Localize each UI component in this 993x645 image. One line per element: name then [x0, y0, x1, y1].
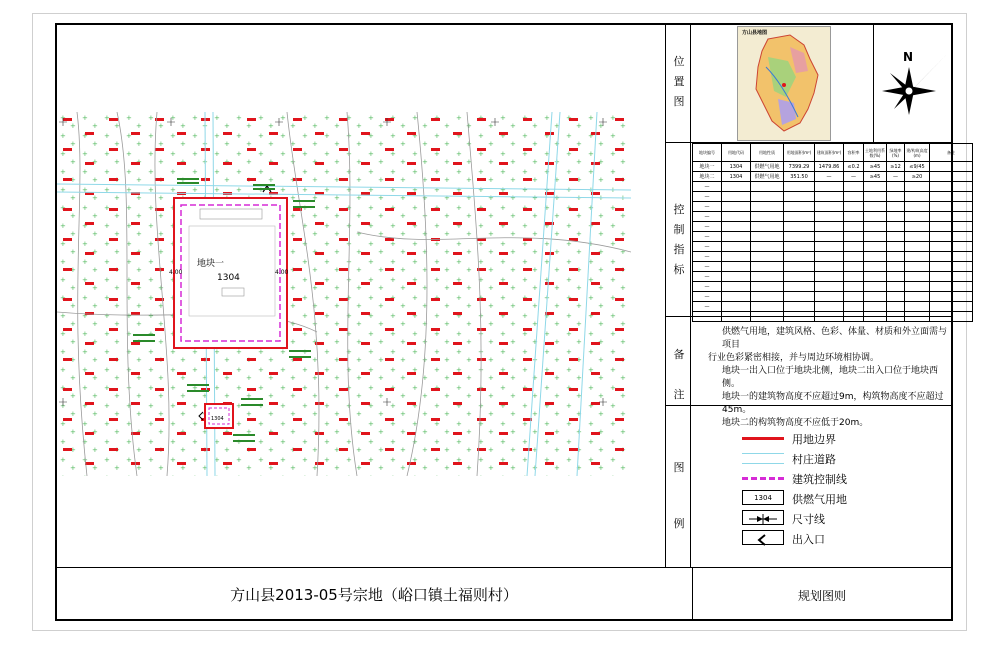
- table-cell: —: [815, 172, 844, 182]
- label-char: 备: [673, 348, 685, 361]
- table-cell: [784, 202, 815, 212]
- land-code-box-icon: 1304: [742, 490, 784, 505]
- table-cell: [930, 202, 973, 212]
- table-cell: [784, 262, 815, 272]
- table-cell: [751, 182, 784, 192]
- table-cell: ≥12: [887, 162, 905, 172]
- table-header-cell: 容积率: [844, 144, 864, 162]
- table-cell: [887, 252, 905, 262]
- table-cell: [751, 312, 784, 322]
- table-cell: [930, 222, 973, 232]
- boundary-line-icon: [742, 437, 784, 440]
- table-empty-row: [693, 212, 973, 222]
- table-cell: [930, 252, 973, 262]
- legend-item-dimension: [742, 508, 942, 528]
- table-cell: —: [693, 302, 722, 312]
- parcel-one-name: 地块一: [197, 259, 225, 269]
- table-cell: [905, 182, 930, 192]
- table-cell: [722, 202, 751, 212]
- table-cell: —: [887, 172, 905, 182]
- remark-line: 地块二的构筑物高度不应低于20m。: [722, 418, 869, 428]
- table-empty-row: [693, 202, 973, 212]
- table-cell: [722, 282, 751, 292]
- dimension-icon: [742, 510, 784, 525]
- table-cell: [887, 312, 905, 322]
- legend-label-text: 用地边界: [792, 433, 836, 446]
- table-empty-row: [693, 262, 973, 272]
- table-cell: [751, 262, 784, 272]
- legend-label-text: 村庄道路: [792, 453, 836, 466]
- table-cell: [815, 192, 844, 202]
- table-cell: [864, 312, 887, 322]
- county-shape-icon: [738, 27, 830, 140]
- table-empty-row: [693, 182, 973, 192]
- table-cell: [887, 292, 905, 302]
- table-cell: —: [693, 232, 722, 242]
- table-cell: 7399.29: [784, 162, 815, 172]
- table-cell: 351.50: [784, 172, 815, 182]
- table-cell: [722, 312, 751, 322]
- table-cell: [864, 232, 887, 242]
- table-cell: [815, 182, 844, 192]
- table-cell: [905, 212, 930, 222]
- table-cell: [930, 272, 973, 282]
- table-cell: [815, 272, 844, 282]
- table-empty-row: [693, 272, 973, 282]
- table-cell: [864, 222, 887, 232]
- table-cell: [905, 292, 930, 302]
- table-cell: [815, 202, 844, 212]
- table-cell: [844, 302, 864, 312]
- control-index-label: [671, 200, 687, 280]
- table-cell: [815, 242, 844, 252]
- table-cell: [844, 182, 864, 192]
- table-header-cell: 用地性质: [751, 144, 784, 162]
- table-cell: [930, 182, 973, 192]
- table-header-cell: 建筑面积(m²): [815, 144, 844, 162]
- setback-right: 4.00: [275, 269, 289, 276]
- table-cell: [864, 292, 887, 302]
- table-cell: [930, 262, 973, 272]
- label-char: 指: [673, 243, 685, 256]
- table-cell: [815, 212, 844, 222]
- table-header-cell: 用地代码: [722, 144, 751, 162]
- table-cell: [864, 252, 887, 262]
- title-block-top-line: [56, 567, 952, 568]
- legend-item-boundary: [742, 428, 942, 448]
- table-cell: [722, 292, 751, 302]
- table-cell: [722, 212, 751, 222]
- table-cell: [905, 302, 930, 312]
- table-cell: [844, 232, 864, 242]
- table-empty-row: [693, 312, 973, 322]
- table-cell: [722, 232, 751, 242]
- legend-item-land-use: [742, 488, 942, 508]
- table-cell: [784, 222, 815, 232]
- road-icon: [742, 453, 784, 464]
- legend-block: [742, 428, 942, 548]
- table-cell: [905, 242, 930, 252]
- table-cell: [784, 282, 815, 292]
- table-cell: [722, 302, 751, 312]
- table-cell: [844, 242, 864, 252]
- table-cell: [844, 272, 864, 282]
- label-char: 标: [673, 263, 685, 276]
- site-plan-canvas: [57, 112, 631, 476]
- table-cell: —: [693, 252, 722, 262]
- table-cell: [905, 252, 930, 262]
- table-cell: [844, 202, 864, 212]
- table-cell: [887, 282, 905, 292]
- table-cell: [784, 232, 815, 242]
- table-cell: [864, 192, 887, 202]
- table-cell: [930, 282, 973, 292]
- remarks-block: [708, 326, 948, 430]
- project-title: 方山县2013-05号宗地（峪口镇土福则村）: [230, 586, 518, 604]
- table-cell: [815, 252, 844, 262]
- table-cell: [784, 302, 815, 312]
- table-cell: [887, 202, 905, 212]
- table-row: [693, 162, 973, 172]
- table-cell: ≤9/45: [905, 162, 930, 172]
- parcel-one-code: 1304: [217, 273, 240, 283]
- label-char: 制: [673, 223, 685, 236]
- table-cell: [722, 182, 751, 192]
- table-cell: [815, 292, 844, 302]
- legend-item-road: [742, 448, 942, 468]
- remark-line: 地块一的建筑物高度不应超过9m，构筑物高度不应超过45m。: [722, 392, 944, 415]
- site-plan-map: [57, 112, 631, 476]
- table-cell: [844, 292, 864, 302]
- table-cell: [864, 202, 887, 212]
- legend-label-text: 出入口: [792, 533, 825, 546]
- table-cell: [930, 192, 973, 202]
- table-empty-row: [693, 252, 973, 262]
- table-empty-row: [693, 192, 973, 202]
- table-cell: [887, 212, 905, 222]
- table-cell: [844, 252, 864, 262]
- table-empty-row: [693, 292, 973, 302]
- table-cell: —: [693, 292, 722, 302]
- remark-label: [671, 335, 687, 415]
- table-cell: [751, 292, 784, 302]
- north-letter: N: [903, 50, 914, 64]
- table-cell: [905, 272, 930, 282]
- table-cell: [905, 232, 930, 242]
- label-char: 注: [673, 388, 685, 401]
- table-cell: [887, 272, 905, 282]
- parcel-two-code: 1304: [211, 416, 224, 422]
- control-line-icon: [742, 477, 784, 480]
- table-cell: —: [693, 212, 722, 222]
- legend-label-text: 建筑控制线: [792, 473, 847, 486]
- table-empty-row: [693, 232, 973, 242]
- table-empty-row: [693, 222, 973, 232]
- label-char: 置: [673, 75, 685, 88]
- parcel-two: [199, 404, 233, 428]
- compass-divider: [873, 24, 874, 142]
- table-header-cell: 备注: [930, 144, 973, 162]
- table-cell: [844, 312, 864, 322]
- table-cell: [722, 242, 751, 252]
- table-cell: [751, 232, 784, 242]
- table-cell: [864, 212, 887, 222]
- table-cell: [815, 232, 844, 242]
- table-cell: [844, 282, 864, 292]
- table-cell: [722, 272, 751, 282]
- table-cell: [930, 172, 973, 182]
- table-cell: [887, 222, 905, 232]
- table-cell: [930, 312, 973, 322]
- control-indicator-table: [692, 143, 973, 322]
- table-cell: [815, 262, 844, 272]
- table-cell: —: [693, 222, 722, 232]
- compass-rose-icon: [876, 45, 952, 125]
- table-row: [693, 172, 973, 182]
- table-header-cell: 用地面积(m²): [784, 144, 815, 162]
- table-cell: 供燃气用地: [751, 162, 784, 172]
- table-cell: [815, 302, 844, 312]
- table-cell: [930, 242, 973, 252]
- table-cell: [751, 192, 784, 202]
- table-cell: [930, 292, 973, 302]
- table-header-cell: 建/构筑高度(m): [905, 144, 930, 162]
- table-cell: [930, 212, 973, 222]
- remark-line: 行业色彩紧密相接，并与周边环境相协调。: [708, 353, 880, 363]
- table-cell: —: [693, 312, 722, 322]
- table-cell: —: [693, 182, 722, 192]
- table-cell: [751, 202, 784, 212]
- table-cell: [930, 162, 973, 172]
- table-cell: [930, 232, 973, 242]
- table-cell: —: [693, 282, 722, 292]
- table-cell: —: [693, 262, 722, 272]
- field-markers: [57, 112, 631, 476]
- location-map-title: 方山县地图: [742, 30, 768, 36]
- table-cell: [864, 242, 887, 252]
- table-empty-row: [693, 242, 973, 252]
- label-char: 图: [673, 95, 685, 108]
- entrance-icon: [742, 530, 784, 545]
- table-cell: [722, 192, 751, 202]
- legend-item-control-line: [742, 468, 942, 488]
- remark-line: 供燃气用地，建筑风格、色彩、体量、材质和外立面需与项目: [722, 327, 948, 350]
- map-panel-divider: [665, 24, 666, 567]
- table-cell: 地块一: [693, 162, 722, 172]
- table-header-cell: 土地利用系数(%): [864, 144, 887, 162]
- label-column-divider: [690, 24, 691, 567]
- table-cell: [864, 302, 887, 312]
- table-cell: [815, 222, 844, 232]
- table-header-cell: 地块编号: [693, 144, 722, 162]
- table-cell: [751, 302, 784, 312]
- table-cell: [784, 192, 815, 202]
- table-cell: [844, 192, 864, 202]
- table-cell: [784, 272, 815, 282]
- table-cell: 地块二: [693, 172, 722, 182]
- table-cell: [751, 212, 784, 222]
- table-cell: [905, 312, 930, 322]
- table-cell: 1304: [722, 172, 751, 182]
- table-cell: —: [693, 242, 722, 252]
- table-cell: [864, 282, 887, 292]
- table-cell: [864, 182, 887, 192]
- table-cell: [905, 192, 930, 202]
- control-table: [692, 143, 973, 322]
- legend-item-entrance: [742, 528, 942, 548]
- table-cell: [887, 262, 905, 272]
- table-cell: [722, 252, 751, 262]
- table-cell: [751, 222, 784, 232]
- location-map-label: [671, 52, 687, 112]
- table-cell: [784, 182, 815, 192]
- table-cell: [905, 262, 930, 272]
- table-cell: —: [844, 172, 864, 182]
- table-cell: [887, 232, 905, 242]
- table-empty-row: [693, 302, 973, 312]
- table-cell: —: [693, 202, 722, 212]
- table-cell: [905, 202, 930, 212]
- table-cell: [887, 192, 905, 202]
- table-cell: [784, 212, 815, 222]
- table-cell: [751, 282, 784, 292]
- location-map: [737, 26, 831, 141]
- table-cell: [905, 282, 930, 292]
- table-cell: [930, 302, 973, 312]
- table-cell: [751, 252, 784, 262]
- table-cell: [905, 222, 930, 232]
- table-cell: 供燃气用地: [751, 172, 784, 182]
- table-cell: [784, 292, 815, 302]
- table-header-cell: 绿地率(%): [887, 144, 905, 162]
- table-cell: [722, 262, 751, 272]
- drawing-name: 规划图则: [797, 589, 846, 603]
- table-cell: [864, 262, 887, 272]
- table-cell: [844, 222, 864, 232]
- table-cell: [784, 252, 815, 262]
- table-cell: [815, 312, 844, 322]
- table-cell: [815, 282, 844, 292]
- table-cell: [887, 182, 905, 192]
- table-cell: [844, 212, 864, 222]
- table-cell: [864, 272, 887, 282]
- label-char: 例: [673, 517, 685, 530]
- table-cell: 1479.86: [815, 162, 844, 172]
- table-empty-row: [693, 282, 973, 292]
- label-char: 位: [673, 55, 685, 68]
- table-cell: ≥45: [864, 172, 887, 182]
- table-cell: [844, 262, 864, 272]
- table-cell: [722, 222, 751, 232]
- setback-left: 4.00: [169, 269, 183, 276]
- north-arrow: [876, 45, 952, 125]
- table-cell: ≤0.2: [844, 162, 864, 172]
- label-char: 图: [673, 461, 685, 474]
- table-cell: [784, 312, 815, 322]
- legend-label-text: 尺寸线: [792, 513, 825, 526]
- table-cell: [751, 242, 784, 252]
- table-cell: ≥45: [864, 162, 887, 172]
- legend-label-text: 供燃气用地: [792, 493, 847, 506]
- table-cell: [887, 302, 905, 312]
- label-char: 控: [673, 203, 685, 216]
- table-cell: —: [693, 192, 722, 202]
- remark-line: 地块一出入口位于地块北侧，地块二出入口位于地块西侧。: [722, 366, 939, 389]
- parcel-one: [169, 186, 289, 348]
- table-cell: ≥20: [905, 172, 930, 182]
- legend-label: [671, 440, 687, 552]
- table-cell: [887, 242, 905, 252]
- table-cell: —: [693, 272, 722, 282]
- table-cell: 1304: [722, 162, 751, 172]
- table-cell: [751, 272, 784, 282]
- table-cell: [784, 242, 815, 252]
